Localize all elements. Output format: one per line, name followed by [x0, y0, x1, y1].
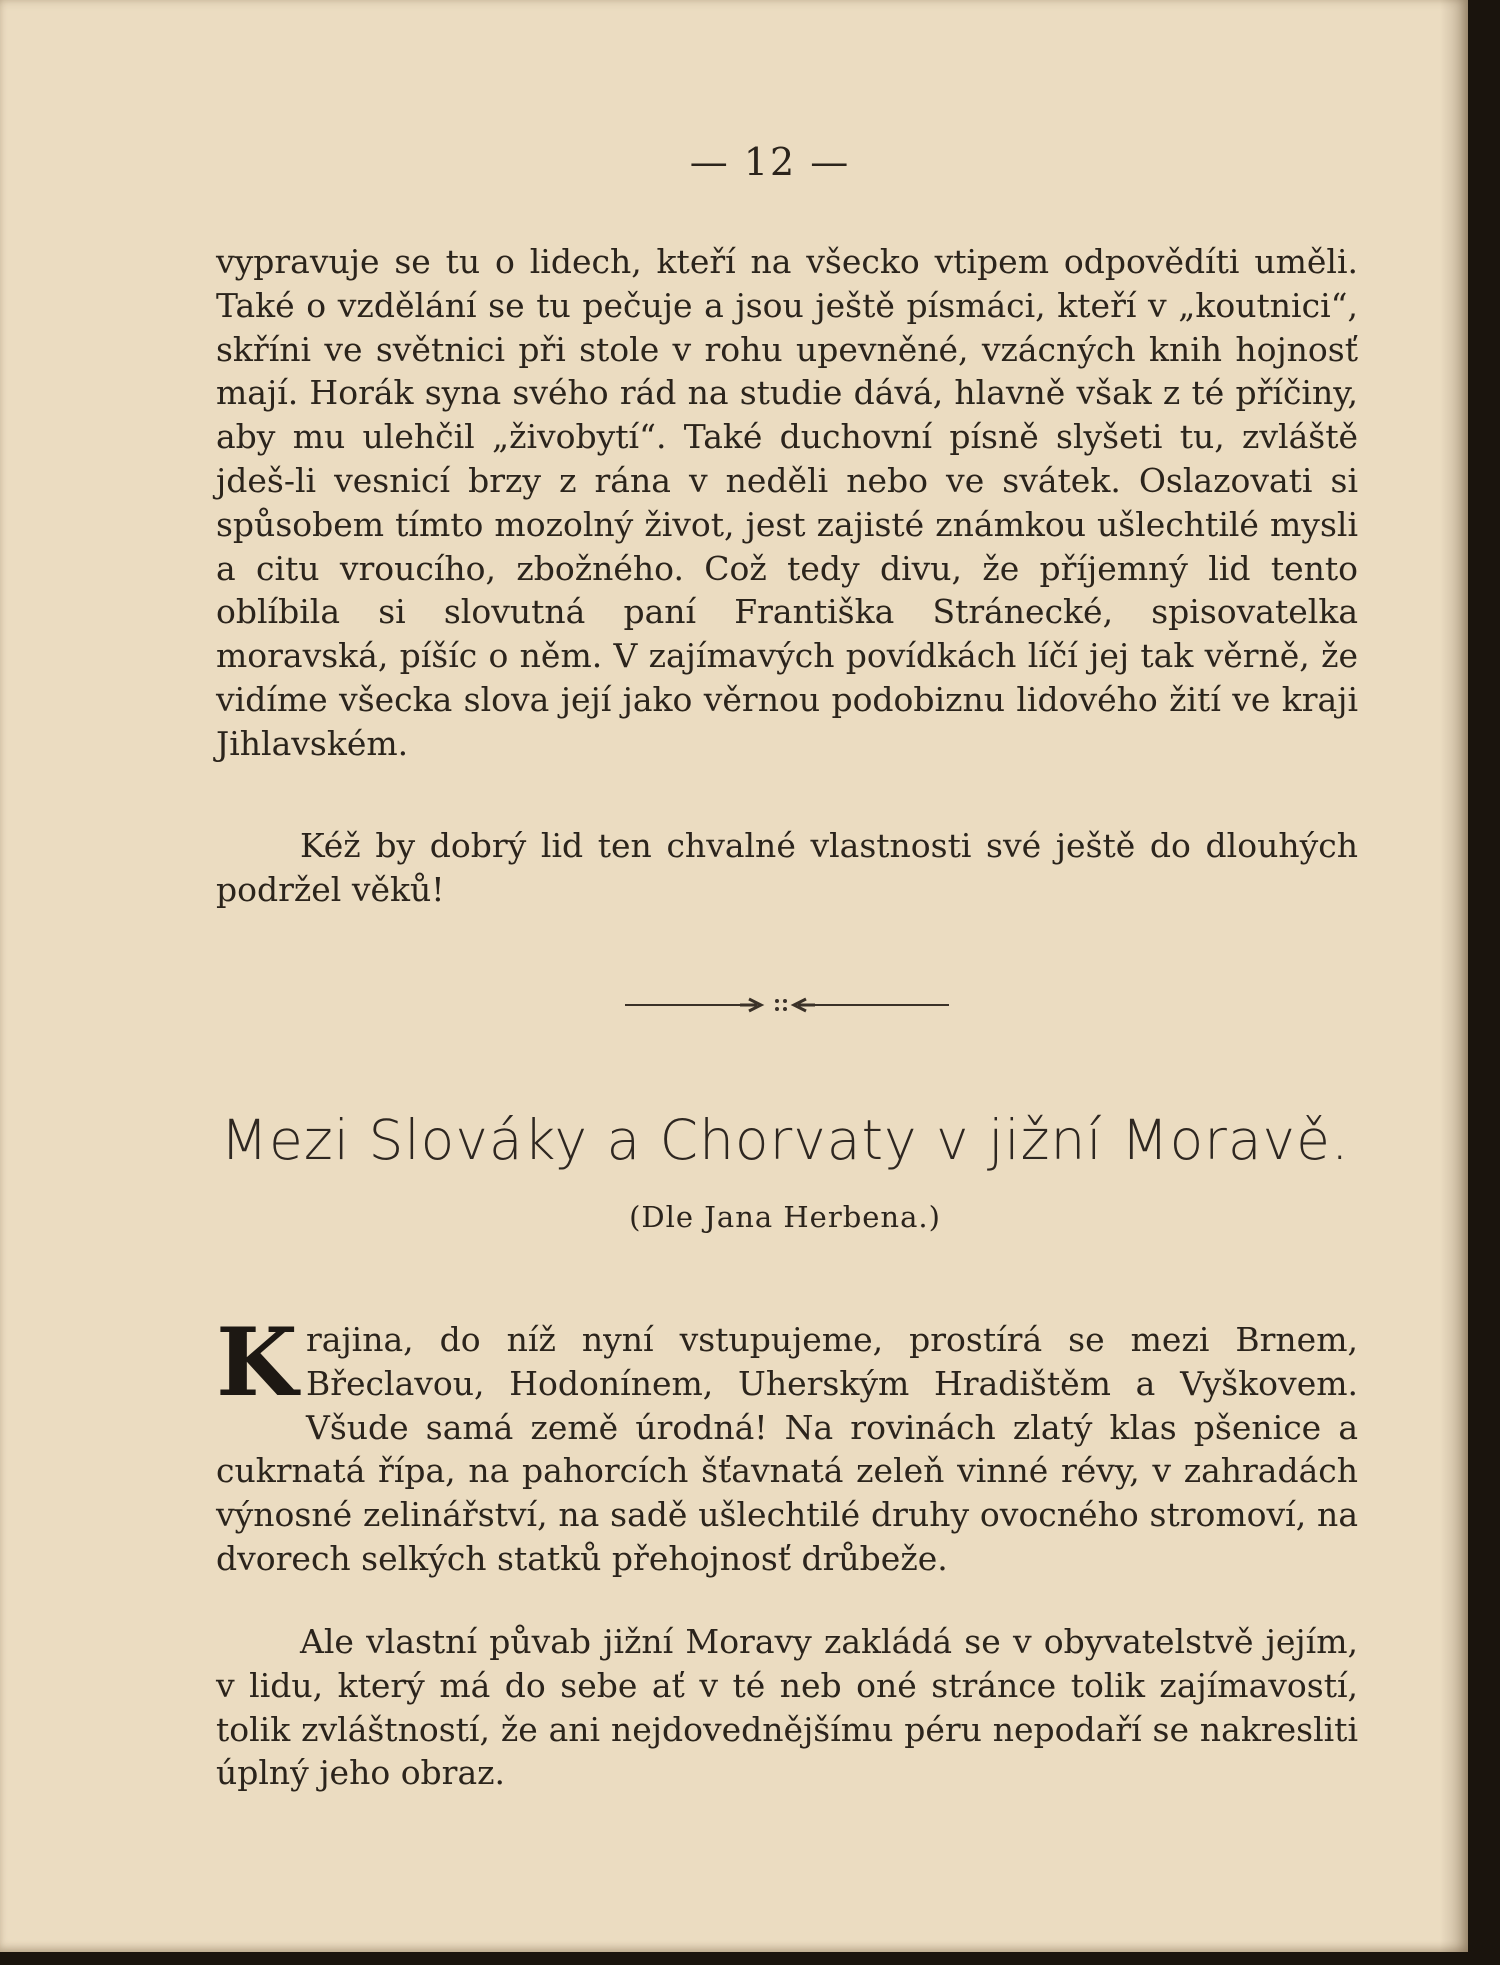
section-title: Mezi Slováky a Chorvaty v jižní Moravě. [220, 1108, 1350, 1172]
page-number: — 12 — [689, 140, 851, 184]
paragraph-3-body: rajina, do níž nyní vstupujeme, prostírá se mezi Brnem, Břeclavou, Hodonínem, Uherským Hradištěm a Vyškovem. Všude samá země úrodná! Na rovinách zlatý klas pšenice a cukrnatá řípa, na pahorcích šťavnatá zeleň vinné révy, v zahradách výnosné zelinářství, na sadě ušlechtilé druhy ovocného stromoví, na dvorech selkých statků přehojnosť drůbeže. [216, 1320, 1358, 1578]
page-edge-shadow [1440, 0, 1468, 1952]
section-subtitle: (Dle Jana Herbena.) [629, 1200, 941, 1234]
drop-cap-initial: K [216, 1308, 298, 1418]
paragraph-2: Kéž by dobrý lid ten chvalné vlastnosti své ještě do dlouhých podržel věků! [216, 826, 1358, 909]
paragraph-3 [216, 1308, 1358, 1581]
paragraph-4: Ale vlastní půvab jižní Moravy zakládá se v obyvatelstvě jejím, v lidu, který má do sebe ať v té neb oné stránce tolik zajímavostí, tolik zvláštností, že ani nejdovednějšímu péru nepodaří se nakresliti úplný jeho obraz. [216, 1622, 1358, 1793]
paragraph-1: vypravuje se tu o lidech, kteří na všecko vtipem odpovědíti uměli. Také o vzdělání se tu pečuje a jsou ještě písmáci, kteří v „koutnici“, skříni ve světnici při stole v rohu upevněné, vzácných knih hojnosť mají. Horák syna svého rád na studie dává, hlavně však z té příčiny, aby mu ulehčil „živobytí“. Také duchovní písně slyšeti tu, zvláště jdeš-li vesnicí brzy z rána v neděli nebo ve svátek. Oslazovati si spůsobem tímto mozolný život, jest zajisté známkou ušlechtilé mysli a citu vroucího, zbožného. Což tedy divu, že příjemný lid tento oblíbila si slovutná paní Františka Stránecké, spisovatelka moravská, píšíc o něm. V zajímavých povídkách líčí jej tak věrně, že vidíme všecka slova její jako věrnou podobiznu lidového žití ve kraji Jihlavském. [216, 242, 1358, 763]
section-divider-ornament [625, 990, 949, 1020]
